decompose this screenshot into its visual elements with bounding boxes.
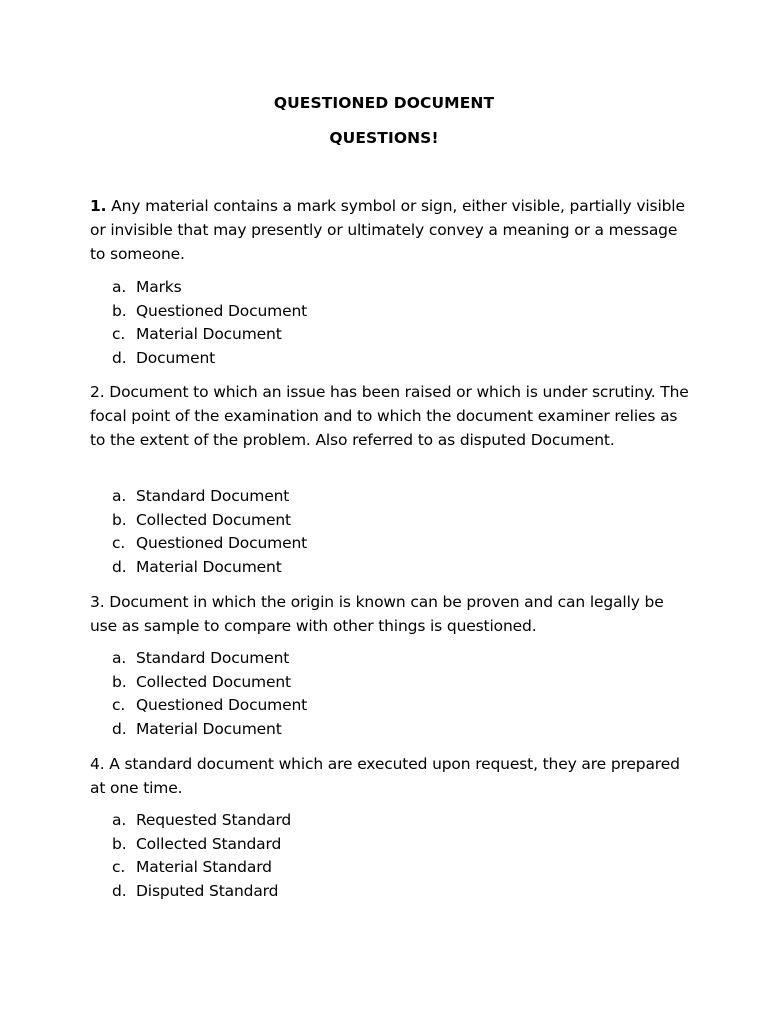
option-text: Disputed Standard <box>136 881 279 900</box>
question-number: 1. <box>90 197 107 215</box>
option-letter: b. <box>112 672 127 691</box>
option-text: Questioned Document <box>136 301 308 320</box>
option-item <box>112 556 307 580</box>
question-text: Document in which the origin is known can be proven and can legally be use as sample to compare with other things is questioned. <box>90 593 664 635</box>
question-2 <box>90 380 690 452</box>
option-text: Standard Document <box>136 487 290 505</box>
option-item <box>112 880 291 904</box>
option-text: Requested Standard <box>136 811 292 829</box>
option-item <box>112 532 307 556</box>
option-letter: a. <box>112 487 127 505</box>
option-item <box>112 485 307 509</box>
document-title: QUESTIONED DOCUMENT <box>273 94 495 112</box>
option-item <box>112 300 307 324</box>
option-item <box>112 833 291 857</box>
question-text: Any material contains a mark symbol or sign, either visible, partially visible or invisible that may presently or ultimately convey a meaning or a message to someone. <box>90 197 685 263</box>
option-letter: a. <box>112 649 127 667</box>
option-letter: d. <box>112 881 127 900</box>
option-letter: c. <box>112 534 126 552</box>
question-text: Document to which an issue has been raised or which is under scrutiny. The focal point of the examination and to which the document examiner relies as to the extent of the problem. Also referred to as disputed Document. <box>90 383 689 449</box>
option-item <box>112 671 307 695</box>
option-letter: a. <box>112 811 127 829</box>
option-text: Material Standard <box>136 858 272 876</box>
option-letter: b. <box>112 301 127 320</box>
option-item <box>112 509 307 533</box>
question-2-options <box>112 485 307 579</box>
option-text: Questioned Document <box>136 534 308 552</box>
question-4-options <box>112 809 291 903</box>
option-text: Collected Document <box>136 672 291 691</box>
question-number: 4. <box>90 755 105 773</box>
option-item <box>112 323 307 347</box>
option-letter: d. <box>112 719 127 738</box>
question-text: A standard document which are executed upon request, they are prepared at one time. <box>90 755 680 797</box>
option-item <box>112 809 291 833</box>
option-text: Standard Document <box>136 649 290 667</box>
option-letter: c. <box>112 325 126 343</box>
option-text: Collected Document <box>136 510 291 529</box>
question-number: 3. <box>90 593 105 611</box>
option-letter: d. <box>112 557 127 576</box>
option-text: Material Document <box>136 557 282 576</box>
option-letter: d. <box>112 348 127 367</box>
option-item <box>112 718 307 742</box>
option-item <box>112 347 307 371</box>
document-subtitle: QUESTIONS! <box>329 129 439 147</box>
option-text: Collected Standard <box>136 834 282 853</box>
option-letter: c. <box>112 858 126 876</box>
option-text: Marks <box>136 278 182 296</box>
option-item <box>112 647 307 671</box>
option-letter: b. <box>112 510 127 529</box>
option-item <box>112 694 307 718</box>
option-letter: b. <box>112 834 127 853</box>
question-1 <box>90 194 690 266</box>
option-item <box>112 276 307 300</box>
option-text: Document <box>136 348 216 367</box>
question-3-options <box>112 647 307 741</box>
option-text: Material Document <box>136 719 282 738</box>
option-text: Material Document <box>136 325 282 343</box>
option-item <box>112 856 291 880</box>
question-1-options <box>112 276 307 370</box>
option-text: Questioned Document <box>136 696 308 714</box>
question-number: 2. <box>90 383 105 401</box>
question-4 <box>90 752 690 800</box>
option-letter: c. <box>112 696 126 714</box>
option-letter: a. <box>112 278 127 296</box>
question-3 <box>90 590 690 638</box>
